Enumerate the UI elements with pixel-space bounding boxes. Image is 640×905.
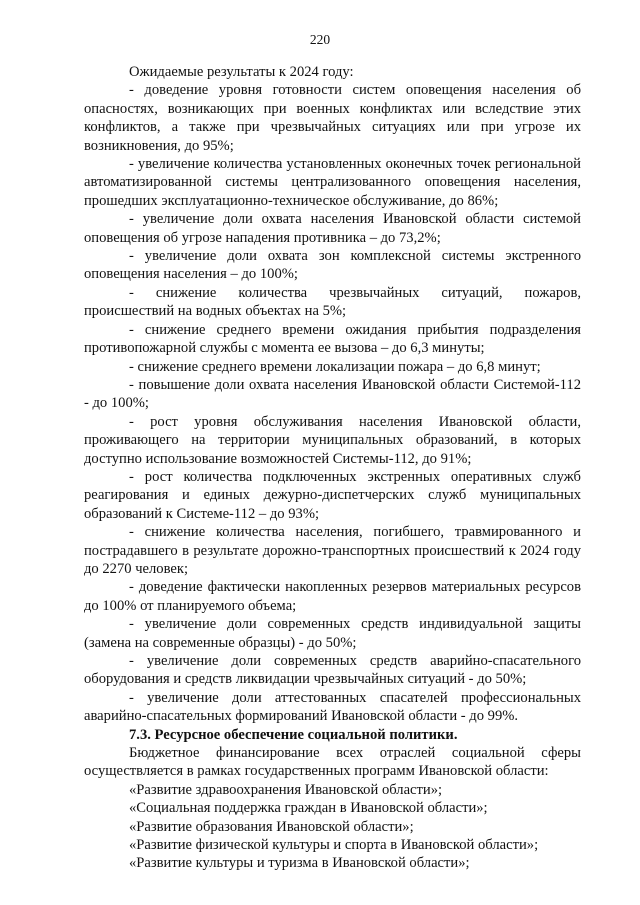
result-item: - повышение доли охвата населения Ивановской области Системой-112 - до 100%; xyxy=(84,376,581,412)
result-item: - снижение количества населения, погибшего, травмированного и пострадавшего в результате дорожно-транспортных происшествий к 2024 году до 2270 человек; xyxy=(84,524,581,577)
program-item: «Развитие образования Ивановской области»; xyxy=(129,818,414,835)
program-item: «Социальная поддержка граждан в Ивановской области»; xyxy=(129,800,488,817)
page-number: 220 xyxy=(309,32,331,47)
result-item: - снижение среднего времени ожидания прибытия подразделения противопожарной службы с момента ее вызова – до 6,3 минуты; xyxy=(84,321,581,357)
result-item: - увеличение доли современных средств аварийно-спасательного оборудования и средств ликвидации чрезвычайных ситуаций - до 50%; xyxy=(84,653,581,688)
intro-line: Ожидаемые результаты к 2024 году: xyxy=(129,64,354,80)
result-item: - снижение количества чрезвычайных ситуаций, пожаров, происшествий на водных объектах на 5%; xyxy=(84,284,581,320)
result-item: - увеличение количества установленных оконечных точек региональной автоматизированной системы централизованного оповещения населения, прошедших эксплуатационно-техническое обслуживание, до 86%; xyxy=(84,156,581,209)
program-item: «Развитие культуры и туризма в Ивановской области»; xyxy=(129,855,470,872)
result-item: - увеличение доли охвата населения Ивановской области системой оповещения об угрозе нападения противника – до 73,2%; xyxy=(84,211,581,246)
result-item: - увеличение доли современных средств индивидуальной защиты (замена на современные образцы) - до 50%; xyxy=(84,616,581,651)
section-heading: 7.3. Ресурсное обеспечение социальной политики. xyxy=(129,726,458,743)
section-paragraph: Бюджетное финансирование всех отраслей социальной сферы осуществляется в рамках государственных программ Ивановской области: xyxy=(84,745,581,780)
result-item: - доведение уровня готовности систем оповещения населения об опасностях, возникающих при военных конфликтах или вследствие этих конфликтов, а также при чрезвычайных ситуациях или при угрозе их возникновения, до 95%; xyxy=(84,82,581,154)
result-item: - рост уровня обслуживания населения Ивановской области, проживающего на территории муниципальных образований, в которых доступно использование возможностей Системы-112, до 91%; xyxy=(84,413,581,467)
result-item: - рост количества подключенных экстренных оперативных служб реагирования и единых дежурно-диспетчерских служб муниципальных образований к Системе-112 – до 93%; xyxy=(84,468,581,522)
result-item: - снижение среднего времени локализации пожара – до 6,8 минут; xyxy=(129,358,541,375)
result-item: - увеличение доли аттестованных спасателей профессиональных аварийно-спасательных формирований Ивановской области - до 99%. xyxy=(84,689,581,725)
program-item: «Развитие здравоохранения Ивановской области»; xyxy=(129,781,443,798)
page-content xyxy=(84,63,581,873)
program-item: «Развитие физической культуры и спорта в Ивановской области»; xyxy=(129,837,539,854)
result-item: - увеличение доли охвата зон комплексной системы экстренного оповещения населения – до 100%; xyxy=(84,248,581,283)
result-item: - доведение фактически накопленных резервов материальных ресурсов до 100% от планируемого объема; xyxy=(84,579,581,614)
